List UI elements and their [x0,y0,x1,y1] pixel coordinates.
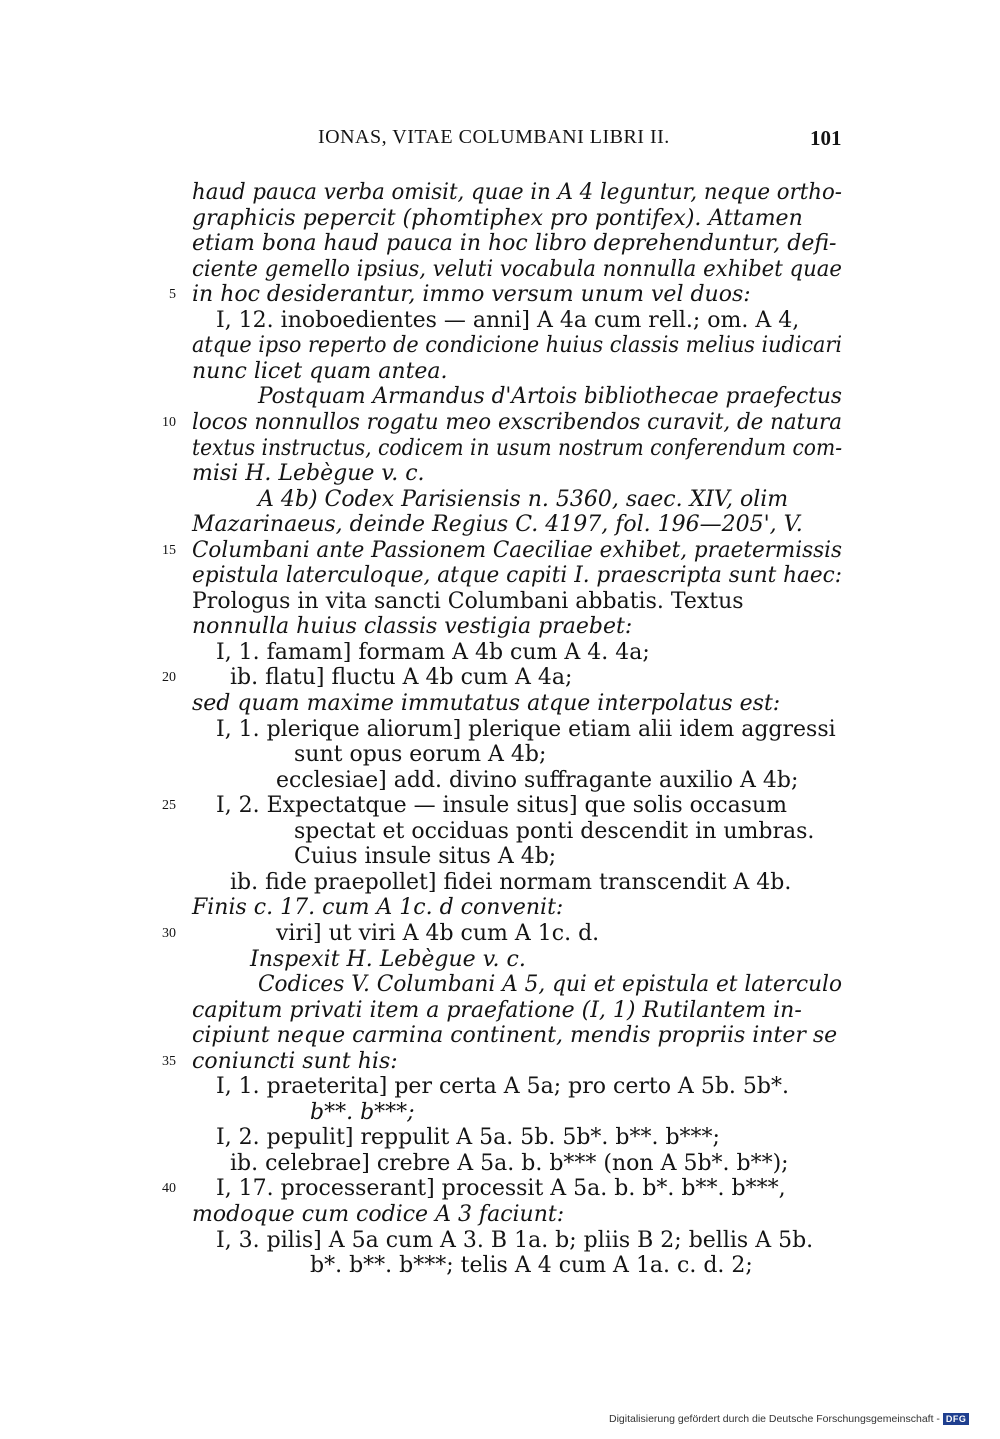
line-text: sed quam maxime immutatus atque interpolatus est: [192,691,781,716]
text-line [0,1125,1000,1153]
line-text: Cuius insule situs A 4b; [294,844,557,870]
line-text: Prologus in vita sancti Columbani abbatis. Textus [192,588,744,614]
line-text: in hoc desiderantur, immo versum unum vel duos: [192,282,751,308]
line-text: I, 1. famam] formam A 4b cum A 4. 4a; [216,639,650,665]
text-line [0,333,1000,361]
line-number: 15 [162,542,176,558]
line-text: ib. celebrae] crebre A 5a. b. b*** (non A 5b*. b**); [230,1150,789,1176]
text-line [0,410,1000,438]
text-line [0,1074,1000,1102]
text-line [0,589,1000,617]
text-line [0,1049,1000,1077]
line-text: Columbani ante Passionem Caeciliae exhibet, praetermissis [192,537,843,563]
line-text: A 4b) Codex Parisiensis n. 5360, saec. XIV, olim [258,486,789,512]
text-line [0,359,1000,387]
text-line [0,895,1000,923]
text-line [0,180,1000,208]
line-text: nunc licet quam antea. [192,358,448,384]
line-text: haud pauca verba omisit, quae in A 4 leguntur, neque ortho- [192,180,842,205]
line-text: spectat et occiduas ponti descendit in umbras. [294,818,815,844]
dfg-logo: DFG [943,1413,970,1425]
line-text: locos nonnullos rogatu meo exscribendos curavit, de natura [192,409,843,435]
line-text: I, 3. pilis] A 5a cum A 3. B 1a. b; pliis B 2; bellis A 5b. [216,1227,814,1253]
text-line [0,436,1000,464]
text-line [0,1023,1000,1051]
text-line [0,640,1000,668]
line-text: I, 2. pepulit] reppulit A 5a. 5b. 5b*. b**. b***; [216,1125,720,1151]
text-line [0,308,1000,336]
text-line [0,1228,1000,1256]
line-text: I, 1. plerique aliorum] plerique etiam alii idem aggressi [216,716,836,742]
line-text: atque ipso reperto de condicione huius classis melius iudicari [192,333,842,359]
line-text: etiam bona haud pauca in hoc libro deprehenduntur, defi- [192,231,837,257]
line-number: 10 [162,414,176,430]
text-line [0,972,1000,1000]
line-text: I, 12. inoboedientes — anni] A 4a cum rell.; om. A 4, [216,307,800,333]
line-text: Codices V. Columbani A 5, qui et epistula et laterculo [258,972,842,998]
line-number: 5 [169,287,176,303]
digitization-credit [609,1413,969,1425]
line-text: sunt opus eorum A 4b; [294,742,547,768]
text-line [0,1100,1000,1128]
text-line [0,282,1000,310]
text-line [0,665,1000,693]
line-text: nonnulla huius classis vestigia praebet: [192,614,633,640]
text-line [0,819,1000,847]
page-number: 101 [810,126,842,150]
running-header: IONAS, VITAE COLUMBANI LIBRI II. [318,126,670,148]
line-text: Mazarinaeus, deinde Regius C. 4197, fol. 196—205', V. [192,512,803,538]
line-number: 20 [162,670,176,686]
text-line [0,614,1000,642]
text-line [0,947,1000,975]
line-text: I, 17. processerant] processit A 5a. b. b*. b**. b***, [216,1176,786,1202]
line-text: b*. b**. b***; telis A 4 cum A 1a. c. d. 2; [310,1253,753,1279]
line-number: 30 [162,925,176,941]
line-text: I, 1. praeterita] per certa A 5a; pro certo A 5b. 5b*. [216,1074,789,1100]
text-line [0,870,1000,898]
line-text: capitum privati item a praefatione (I, 1) Rutilantem in- [192,997,802,1023]
line-text: I, 2. Expectatque — insule situs] que solis occasum [216,793,788,819]
text-line [0,998,1000,1026]
text-line [0,691,1000,719]
line-text: cipiunt neque carmina continent, mendis propriis inter se [192,1023,838,1049]
text-line [0,384,1000,412]
line-text: ciente gemello ipsius, veluti vocabula nonnulla exhibet quae [192,256,842,282]
text-line [0,487,1000,515]
text-line [0,512,1000,540]
line-text: Finis c. 17. cum A 1c. d convenit: [192,895,564,921]
text-line [0,717,1000,745]
text-line [0,538,1000,566]
text-line [0,257,1000,285]
line-text: coniuncti sunt his: [192,1048,398,1074]
text-line [0,1151,1000,1179]
line-text: ib. fide praepollet] fidei normam transcendit A 4b. [230,869,792,895]
text-line [0,1176,1000,1204]
line-text: ecclesiae] add. divino suffragante auxilio A 4b; [276,767,799,793]
line-number: 25 [162,798,176,814]
line-number: 40 [162,1181,176,1197]
line-text: ib. flatu] fluctu A 4b cum A 4a; [230,665,573,691]
line-text: modoque cum codice A 3 faciunt: [192,1202,565,1227]
line-text: Postquam Armandus d'Artois bibliothecae praefectus [258,384,843,410]
line-text: epistula laterculoque, atque capiti I. praescripta sunt haec: [192,563,842,589]
footer-text: Digitalisierung gefördert durch die Deutsche Forschungsgemeinschaft - [609,1413,940,1425]
text-line [0,793,1000,821]
text-line [0,231,1000,259]
text-line [0,461,1000,489]
text-line [0,844,1000,872]
text-line [0,1202,1000,1230]
line-text: Inspexit H. Lebègue v. c. [250,946,526,972]
text-line [0,921,1000,949]
text-line [0,1253,1000,1281]
line-text: viri] ut viri A 4b cum A 1c. d. [276,920,600,946]
line-text: textus instructus, codicem in usum nostrum conferendum com- [192,435,843,461]
line-number: 35 [162,1053,176,1069]
line-text: graphicis pepercit (phomtiphex pro pontifex). Attamen [192,205,803,231]
text-line [0,742,1000,770]
text-line [0,563,1000,591]
text-line [0,206,1000,234]
line-text: misi H. Lebègue v. c. [192,461,425,487]
text-line [0,768,1000,796]
line-text: b**. b***; [310,1099,415,1125]
